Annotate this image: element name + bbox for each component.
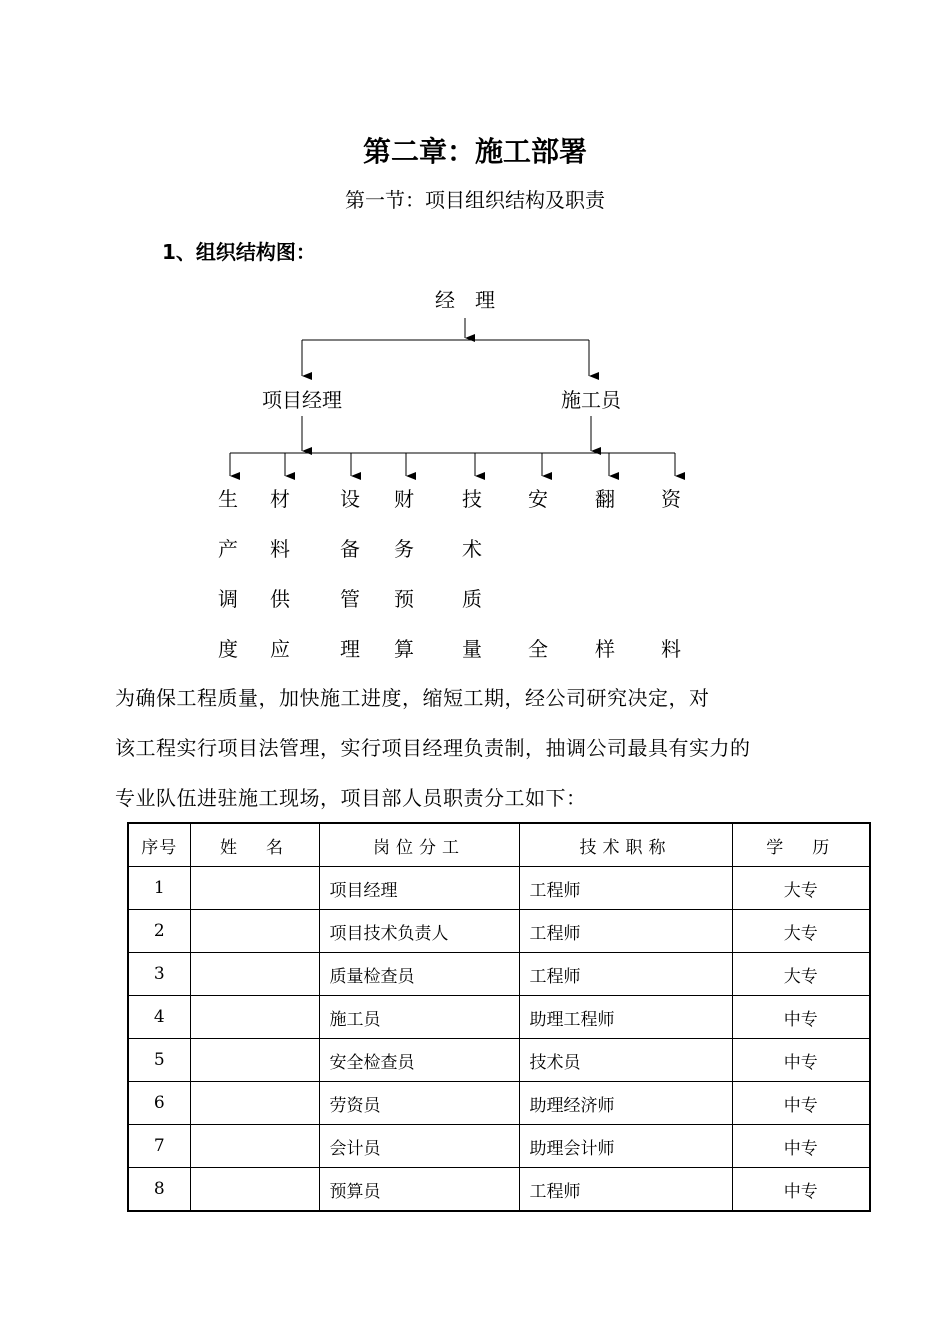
cell-education: 中专	[732, 1168, 870, 1212]
org-dept-3-char-2: 备	[340, 537, 360, 561]
org-dept-3-char-1: 设	[340, 487, 360, 511]
chapter-title: 第二章：施工部署	[362, 135, 587, 168]
org-dept-4-char-1: 财	[394, 487, 414, 511]
cell-name	[190, 953, 319, 996]
table-row	[128, 953, 870, 996]
cell-education: 大专	[732, 953, 870, 996]
org-dept-5-char-3: 质	[462, 587, 482, 611]
header-title: 技术职称	[519, 823, 732, 867]
cell-role: 安全检查员	[319, 1039, 519, 1082]
org-dept-5-char-1: 技	[462, 487, 482, 511]
org-dept-3-char-4: 理	[340, 637, 360, 661]
cell-title: 技术员	[519, 1039, 732, 1082]
intro-line-1: 为确保工程质量，加快施工进度，缩短工期，经公司研究决定，对	[115, 686, 710, 710]
org-dept-3-char-3: 管	[340, 587, 360, 611]
cell-role: 质量检查员	[319, 953, 519, 996]
header-education: 学 历	[732, 823, 870, 867]
table-row	[128, 1082, 870, 1125]
org-dept-2-char-4: 应	[270, 637, 290, 661]
org-dept-4-char-2: 务	[394, 537, 414, 561]
cell-no: 3	[128, 953, 190, 996]
table-row	[128, 910, 870, 953]
org-dept-4-char-3: 预	[394, 587, 414, 611]
table-row	[128, 996, 870, 1039]
org-dept-2-char-1: 材	[270, 487, 290, 511]
cell-no: 5	[128, 1039, 190, 1082]
cell-role: 劳资员	[319, 1082, 519, 1125]
cell-name	[190, 1168, 319, 1212]
cell-title: 助理会计师	[519, 1125, 732, 1168]
cell-title: 工程师	[519, 1168, 732, 1212]
org-node-project-manager: 项目经理	[262, 388, 342, 412]
org-dept-6-char-1: 安	[528, 487, 548, 511]
cell-education: 中专	[732, 1125, 870, 1168]
table-row	[128, 867, 870, 910]
cell-title: 工程师	[519, 953, 732, 996]
cell-name	[190, 867, 319, 910]
cell-education: 大专	[732, 867, 870, 910]
staff-table	[127, 822, 871, 1212]
cell-education: 大专	[732, 910, 870, 953]
cell-name	[190, 1125, 319, 1168]
cell-name	[190, 1082, 319, 1125]
org-dept-5-char-4: 量	[462, 637, 482, 661]
header-name: 姓 名	[190, 823, 319, 867]
table-row	[128, 1125, 870, 1168]
cell-role: 预算员	[319, 1168, 519, 1212]
cell-title: 工程师	[519, 867, 732, 910]
cell-title: 助理工程师	[519, 996, 732, 1039]
section-title: 第一节：项目组织结构及职责	[345, 188, 605, 212]
cell-role: 项目经理	[319, 867, 519, 910]
subsection-title: 1、组织结构图：	[162, 240, 316, 264]
cell-name	[190, 996, 319, 1039]
cell-name	[190, 1039, 319, 1082]
org-dept-4-char-4: 算	[394, 637, 414, 661]
header-no: 序号	[128, 823, 190, 867]
cell-title: 助理经济师	[519, 1082, 732, 1125]
cell-no: 6	[128, 1082, 190, 1125]
cell-role: 会计员	[319, 1125, 519, 1168]
cell-education: 中专	[732, 996, 870, 1039]
org-dept-2-char-2: 料	[270, 537, 290, 561]
cell-title: 工程师	[519, 910, 732, 953]
org-dept-8-char-1: 资	[661, 487, 681, 511]
cell-no: 7	[128, 1125, 190, 1168]
cell-no: 4	[128, 996, 190, 1039]
org-dept-7-char-4: 样	[595, 637, 615, 661]
table-row	[128, 1039, 870, 1082]
org-dept-1-char-3: 调	[218, 587, 238, 611]
table-row	[128, 1168, 870, 1212]
cell-role: 施工员	[319, 996, 519, 1039]
table-header-row	[128, 823, 870, 867]
org-dept-8-char-4: 料	[661, 637, 681, 661]
cell-role: 项目技术负责人	[319, 910, 519, 953]
cell-education: 中专	[732, 1082, 870, 1125]
org-node-construction-worker: 施工员	[561, 388, 621, 412]
header-role: 岗位分工	[319, 823, 519, 867]
org-dept-2-char-3: 供	[270, 587, 290, 611]
cell-no: 1	[128, 867, 190, 910]
cell-name	[190, 910, 319, 953]
org-root-manager: 经 理	[435, 288, 495, 312]
intro-line-2: 该工程实行项目法管理，实行项目经理负责制，抽调公司最具有实力的	[115, 736, 751, 760]
org-dept-1-char-2: 产	[218, 537, 238, 561]
org-dept-5-char-2: 术	[462, 537, 482, 561]
org-dept-6-char-4: 全	[528, 637, 548, 661]
cell-no: 2	[128, 910, 190, 953]
org-dept-1-char-4: 度	[218, 637, 238, 661]
intro-line-3: 专业队伍进驻施工现场，项目部人员职责分工如下：	[115, 786, 587, 810]
cell-education: 中专	[732, 1039, 870, 1082]
org-dept-1-char-1: 生	[218, 487, 238, 511]
org-dept-7-char-1: 翻	[595, 487, 615, 511]
staff-table-body	[128, 867, 870, 1212]
cell-no: 8	[128, 1168, 190, 1212]
